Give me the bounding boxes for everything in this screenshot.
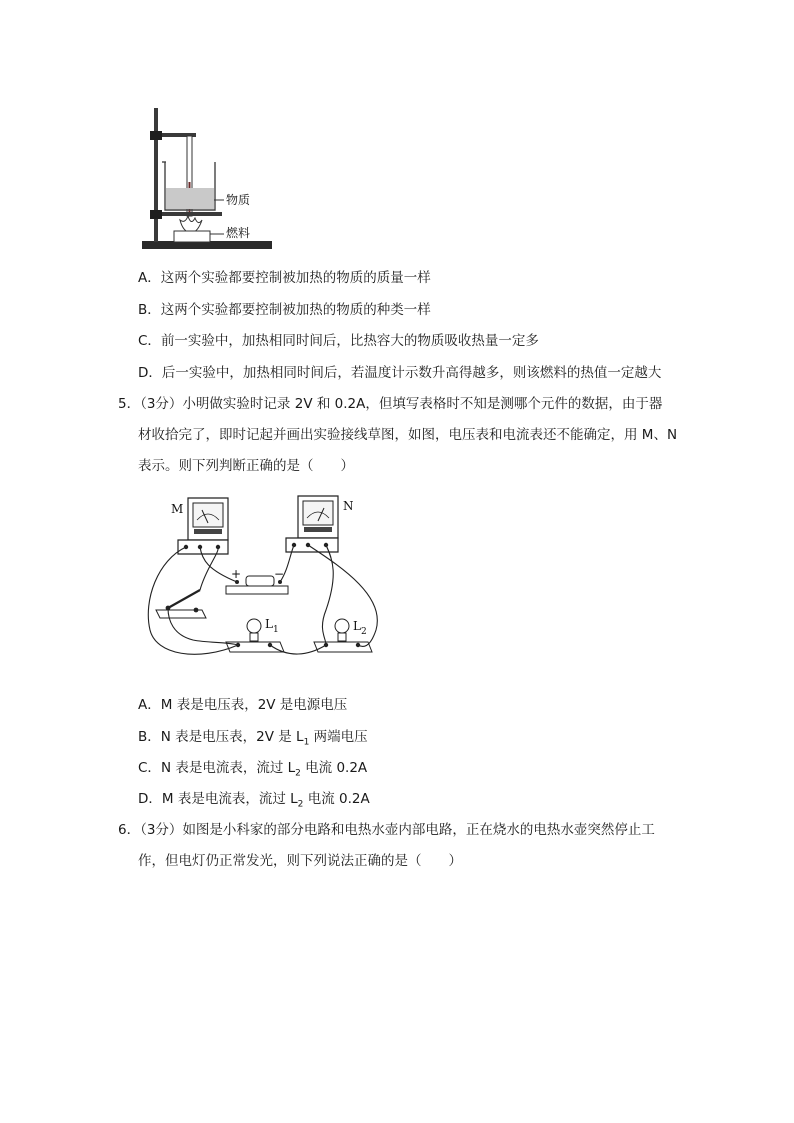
beaker-substance xyxy=(166,188,214,209)
switch xyxy=(156,590,206,618)
q5-option-c-post: 电流 0.2A xyxy=(300,760,368,776)
stand-rod xyxy=(154,108,158,242)
meter-m xyxy=(178,498,228,554)
upper-clamp xyxy=(150,131,162,140)
q5-option-b-sub: 1 xyxy=(303,737,310,748)
q5-option-b-pre: N 表是电压表，2V 是 L xyxy=(160,729,304,745)
q5-option-c-sub: 2 xyxy=(295,768,301,779)
q5-option-c xyxy=(138,758,367,784)
q4-option-c-text: 前一实验中，加热相同时间后，比热容大的物质吸收热量一定多 xyxy=(160,333,539,349)
q5-option-b-post: 两端电压 xyxy=(309,729,368,745)
q5-option-a-text: M 表是电压表，2V 是电源电压 xyxy=(160,697,348,713)
q4-option-a xyxy=(138,268,431,288)
q6-score: （3分） xyxy=(140,822,183,838)
q5-option-d xyxy=(138,789,370,815)
heating-apparatus-figure xyxy=(140,100,290,252)
q4-option-b xyxy=(138,300,431,320)
q4-option-a-text: 这两个实验都要控制被加热的物质的质量一样 xyxy=(160,270,431,286)
q6-stem-line-2: 作，但电灯仍正常发光，则下列说法正确的是（ ） xyxy=(138,853,462,869)
q4-option-c-letter: C． xyxy=(138,333,161,349)
q5-option-d-pre: M 表是电流表，流过 L xyxy=(161,791,298,807)
q5-option-d-post: 电流 0.2A xyxy=(303,791,370,807)
q4-option-d-text: 后一实验中，加热相同时间后，若温度计示数升高得越多，则该燃料的热值一定越大 xyxy=(161,365,662,381)
q6-stem-line-1 xyxy=(118,820,655,840)
q5-stem-line-2: 材收拾完了，即时记起并画出实验接线草图，如图，电压表和电流表还不能确定，用 M、N xyxy=(138,427,678,443)
q5-stem-text-1: 小明做实验时记录 2V 和 0.2A，但填写表格时不知是测哪个元件的数据，由于器 xyxy=(182,396,663,412)
lamp-l1 xyxy=(226,619,284,652)
label-l1: $L_1$ xyxy=(265,617,279,635)
label-n: N xyxy=(343,499,354,513)
lower-clamp xyxy=(150,210,162,219)
q5-option-a-letter: A． xyxy=(138,697,161,713)
q6-number: 6． xyxy=(118,822,141,838)
battery-plus: + xyxy=(231,567,242,581)
meter-n xyxy=(286,496,338,552)
q5-score: （3分） xyxy=(140,396,183,412)
q4-option-b-letter: B． xyxy=(138,302,161,318)
label-fuel: 燃料 xyxy=(226,226,251,240)
q5-option-c-letter: C． xyxy=(138,760,161,776)
label-m: M xyxy=(171,502,184,516)
q4-option-a-letter: A． xyxy=(138,270,161,286)
q5-option-d-sub: 2 xyxy=(297,799,304,810)
q5-option-c-pre: N 表是电流表，流过 L xyxy=(160,760,296,776)
flame xyxy=(180,216,202,233)
q4-option-d-letter: D． xyxy=(138,365,162,381)
q5-number: 5． xyxy=(118,396,141,412)
q5-option-d-letter: D． xyxy=(138,791,162,807)
q5-option-b xyxy=(138,727,368,753)
q5-option-b-letter: B． xyxy=(138,729,161,745)
support-ring xyxy=(162,212,222,216)
battery-minus: − xyxy=(274,567,285,581)
q6-stem-text-1: 如图是小科家的部分电路和电热水壶内部电路，正在烧水的电热水壶突然停止工 xyxy=(182,822,655,838)
q4-option-d xyxy=(138,363,661,383)
label-l2: $L_2$ xyxy=(353,619,367,637)
circuit-sketch-figure xyxy=(138,490,388,672)
q5-option-a xyxy=(138,695,347,715)
q4-option-c xyxy=(138,331,539,351)
q5-stem-line-3: 表示。则下列判断正确的是（ ） xyxy=(138,458,354,474)
q5-stem-line-1 xyxy=(118,394,662,414)
burner xyxy=(174,231,210,242)
q4-option-b-text: 这两个实验都要控制被加热的物质的种类一样 xyxy=(160,302,431,318)
label-substance: 物质 xyxy=(226,193,251,207)
